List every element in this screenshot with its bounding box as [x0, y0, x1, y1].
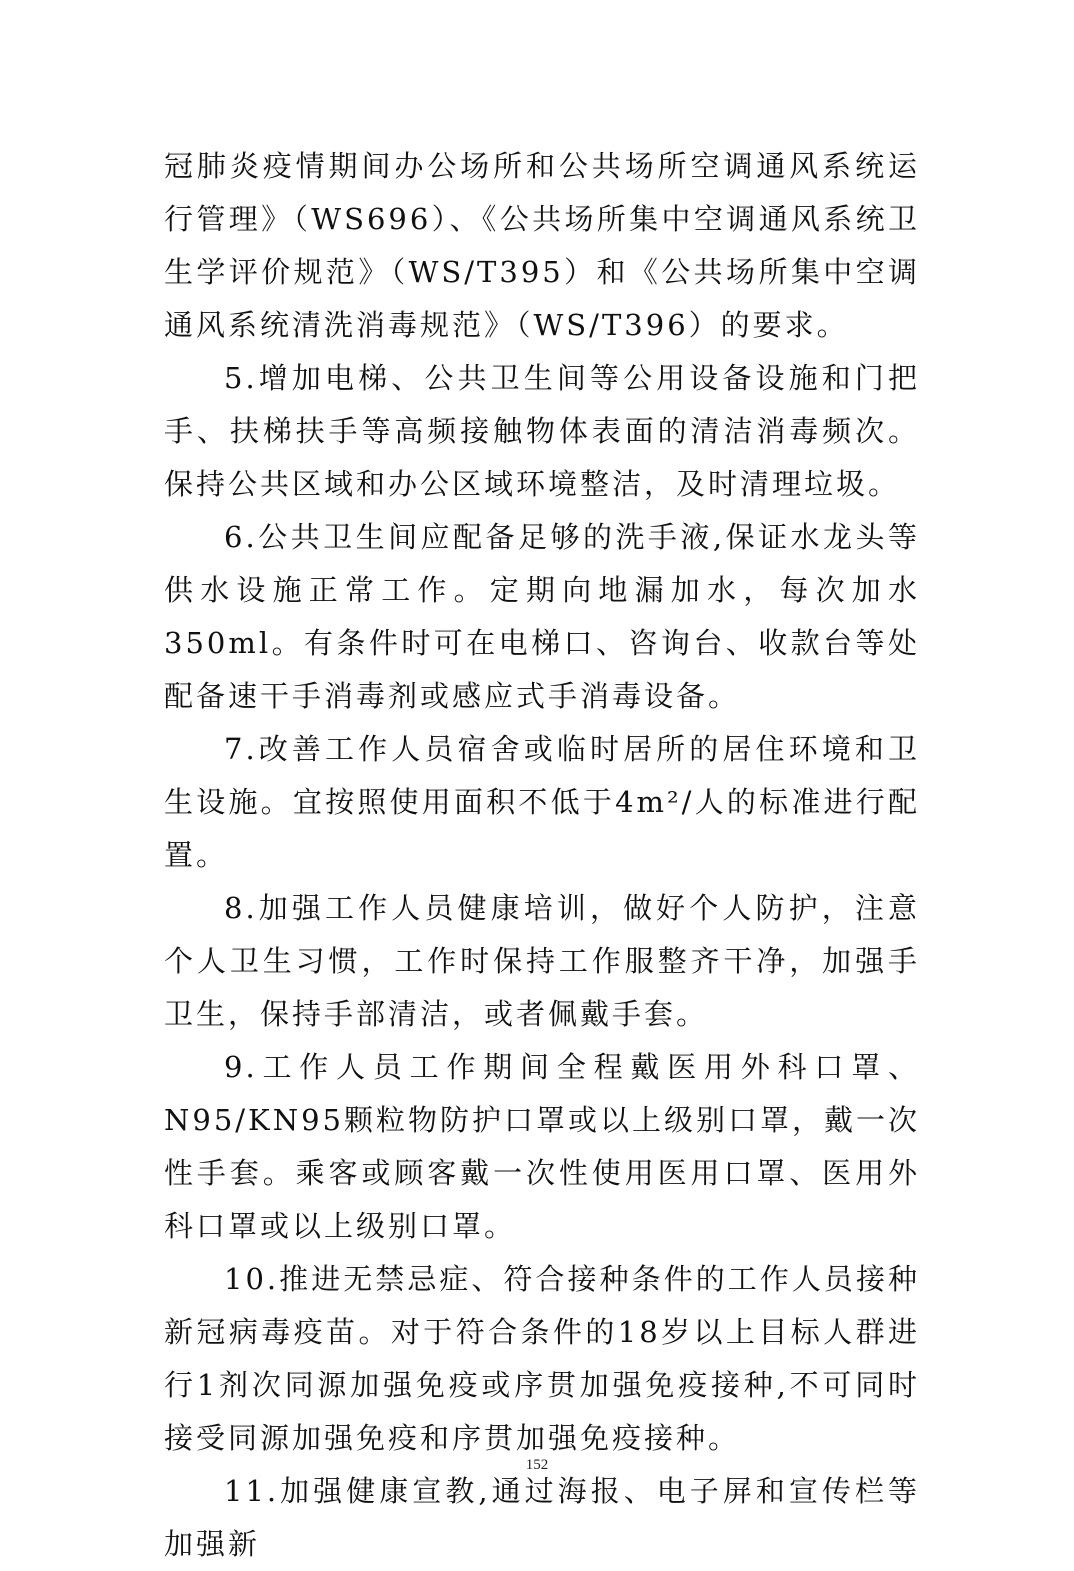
body-text	[164, 140, 920, 1571]
paragraph-item-11: 11.加强健康宣教,通过海报、电子屏和宣传栏等加强新	[164, 1474, 920, 1561]
paragraph-item-7: 7.改善工作人员宿舍或临时居所的居住环境和卫生设施。宜按照使用面积不低于4m²/人的标准进行配置。	[164, 732, 920, 872]
paragraph-item-10: 10.推进无禁忌症、符合接种条件的工作人员接种新冠病毒疫苗。对于符合条件的18岁以上目标人群进行1剂次同源加强免疫或序贯加强免疫接种,不可同时接受同源加强免疫和序贯加强免疫接种。	[164, 1262, 920, 1455]
page-number: 152	[525, 1457, 549, 1473]
paragraph-item-8: 8.加强工作人员健康培训，做好个人防护，注意个人卫生习惯，工作时保持工作服整齐干净，加强手卫生，保持手部清洁，或者佩戴手套。	[164, 891, 920, 1031]
paragraph-item-6: 6.公共卫生间应配备足够的洗手液,保证水龙头等供水设施正常工作。定期向地漏加水，每次加水350ml。有条件时可在电梯口、咨询台、收款台等处配备速干手消毒剂或感应式手消毒设备。	[164, 520, 920, 713]
paragraph-item-5: 5.增加电梯、公共卫生间等公用设备设施和门把手、扶梯扶手等高频接触物体表面的清洁消毒频次。保持公共区域和办公区域环境整洁，及时清理垃圾。	[164, 361, 920, 501]
paragraph-item-9: 9.工作人员工作期间全程戴医用外科口罩、N95/KN95颗粒物防护口罩或以上级别口罩，戴一次性手套。乘客或顾客戴一次性使用医用口罩、医用外科口罩或以上级别口罩。	[164, 1050, 920, 1243]
paragraph-continuation: 冠肺炎疫情期间办公场所和公共场所空调通风系统运行管理》（WS696）、《公共场所集中空调通风系统卫生学评价规范》（WS/T395）和《公共场所集中空调通风系统清洗消毒规范》（WS/T396）的要求。	[164, 149, 920, 342]
